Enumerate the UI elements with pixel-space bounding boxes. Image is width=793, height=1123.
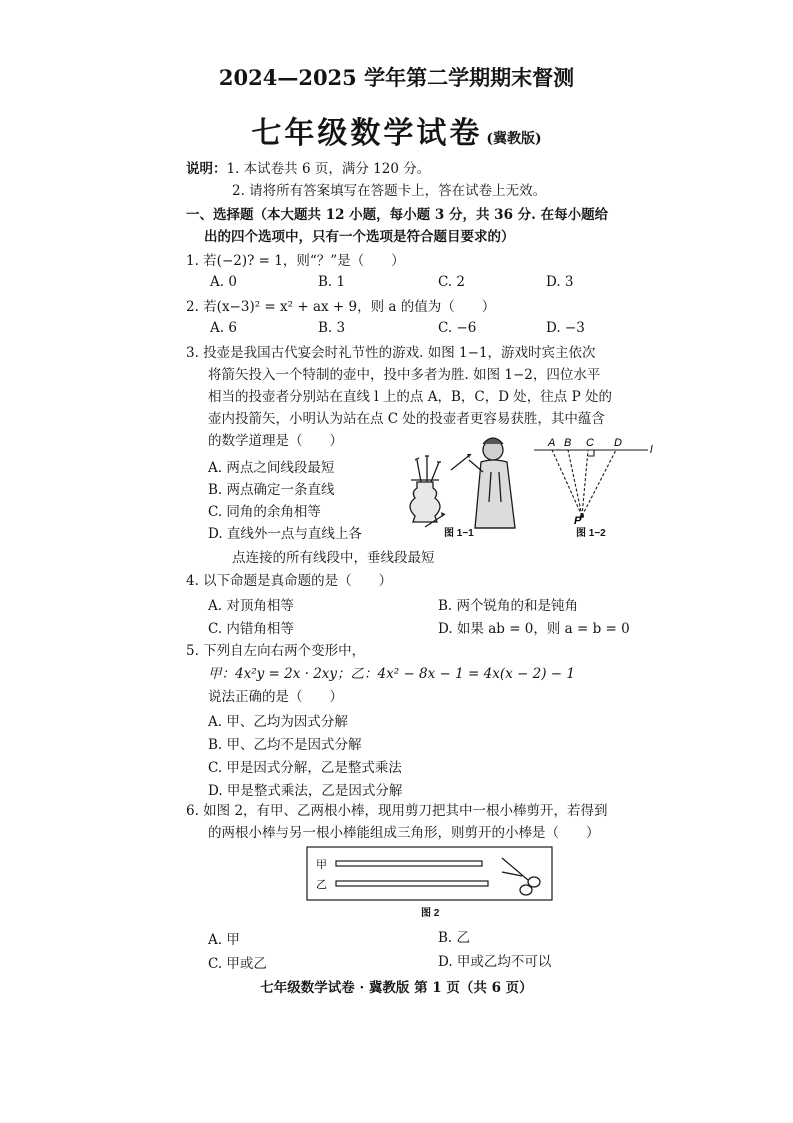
q3-option-c: C. 同角的余角相等: [208, 504, 321, 520]
figure-2-caption: 图 2: [421, 908, 440, 919]
q5-option-a: A. 甲、乙均为因式分解: [208, 714, 348, 730]
q5-option-d: D. 甲是整式乘法，乙是因式分解: [208, 783, 403, 799]
q4-option-a: A. 对顶角相等: [208, 598, 294, 614]
instructions-item-2: 2. 请将所有答案填写在答题卡上，答在试卷上无效。: [232, 183, 547, 199]
q5-transforms: 甲：4x²y = 2x · 2xy；乙：4x² − 8x − 1 = 4x(x − 2) − 1: [208, 666, 575, 682]
q2-option-c: C. −6: [438, 320, 477, 336]
q6-option-d: D. 甲或乙均不可以: [438, 954, 552, 970]
figure-2-frame: [307, 847, 552, 900]
q4-option-c: C. 内错角相等: [208, 621, 294, 637]
figure-1-1-caption: 图 1−1: [444, 528, 474, 539]
exam-title-row: [0, 108, 793, 152]
segment-pb: [568, 450, 582, 516]
figure-1-2: [530, 434, 658, 526]
stick-label-yi: 乙: [316, 879, 327, 891]
stick-label-jia: 甲: [316, 859, 327, 871]
q3-option-a: A. 两点之间线段最短: [208, 460, 335, 476]
instructions-item-1: 1. 本试卷共 6 页，满分 120 分。: [226, 161, 431, 177]
q1-option-d: D. 3: [546, 274, 574, 290]
q5-prompt: 说法正确的是（ ）: [208, 689, 343, 705]
figure-1-2-caption: 图 1−2: [576, 528, 606, 539]
q2-option-a: A. 6: [210, 320, 237, 336]
edition-tag: (冀教版): [486, 131, 542, 147]
q2-option-b: B. 3: [318, 320, 346, 336]
exam-term-title: 2024—2025 学年第二学期期末督测: [218, 65, 575, 90]
q4-option-d: D. 如果 ab = 0，则 a = b = 0: [438, 621, 630, 637]
right-angle-mark: [588, 450, 594, 456]
label-p: P: [574, 515, 582, 526]
q3-option-d: D. 直线外一点与直线上各: [208, 526, 362, 542]
q3-option-b: B. 两点确定一条直线: [208, 482, 335, 498]
q5-option-c: C. 甲是因式分解，乙是整式乘法: [208, 760, 402, 776]
exam-title: 七年级数学试卷: [251, 116, 483, 151]
scissors-icon: [502, 858, 540, 895]
q2-option-d: D. −3: [546, 320, 585, 336]
section1-heading-line-1: 一、选择题（本大题共 12 小题，每小题 3 分，共 36 分. 在每小题给: [186, 207, 609, 223]
figure-2: [306, 846, 554, 902]
q1-option-b: B. 1: [318, 274, 346, 290]
q6-line-2: 的两根小棒与另一根小棒能组成三角形，则剪开的小棒是（ ）: [208, 825, 600, 841]
q6-option-c: C. 甲或乙: [208, 956, 267, 972]
q4-stem: 4. 以下命题是真命题的是（ ）: [186, 573, 393, 589]
q5-option-b: B. 甲、乙均不是因式分解: [208, 737, 362, 753]
q3-option-d-continued: 点连接的所有线段中，垂线段最短: [232, 550, 435, 566]
label-d: D: [614, 437, 622, 449]
q3-line-5: 的数学道理是（ ）: [208, 433, 343, 449]
segment-pa: [552, 450, 582, 516]
section1-heading-line-2: 出的四个选项中，只有一个选项是符合题目要求的）: [204, 229, 515, 245]
q3-line-2: 将箭矢投入一个特制的壶中，投中多者为胜. 如图 1−2，四位水平: [208, 367, 601, 383]
q1-option-a: A. 0: [210, 274, 237, 290]
instructions-line-1: [186, 158, 430, 180]
page-footer: 七年级数学试卷 · 冀教版 第 1 页（共 6 页）: [260, 980, 533, 996]
q1-stem: 1. 若(−2)? = 1，则“？”是（ ）: [186, 253, 405, 269]
label-a: A: [548, 437, 556, 449]
q1-option-c: C. 2: [438, 274, 466, 290]
label-b: B: [564, 437, 572, 449]
instructions-label: 说明：: [186, 161, 227, 177]
stick-jia: [336, 861, 482, 866]
q5-stem: 5. 下列自左向右两个变形中，: [186, 643, 366, 659]
label-l: l: [650, 444, 653, 456]
q3-line-1: 3. 投壶是我国古代宴会时礼节性的游戏. 如图 1−1，游戏时宾主依次: [186, 345, 596, 361]
q2-stem: 2. 若(x−3)² = x² + ax + 9，则 a 的值为（ ）: [186, 299, 496, 315]
q6-line-1: 6. 如图 2，有甲、乙两根小棒，现用剪刀把其中一根小棒剪开，若得到: [186, 803, 608, 819]
figure-1-1: [405, 432, 535, 532]
q4-option-b: B. 两个锐角的和是钝角: [438, 598, 579, 614]
stick-yi: [336, 881, 488, 886]
q3-line-4: 壶内投箭矢，小明认为站在点 C 处的投壶者更容易获胜，其中蕴含: [208, 411, 605, 427]
label-c: C: [586, 437, 594, 449]
q6-option-b: B. 乙: [438, 930, 471, 946]
q6-option-a: A. 甲: [208, 932, 240, 948]
q3-line-3: 相当的投壶者分别站在直线 l 上的点 A，B，C，D 处，往点 P 处的: [208, 389, 612, 405]
